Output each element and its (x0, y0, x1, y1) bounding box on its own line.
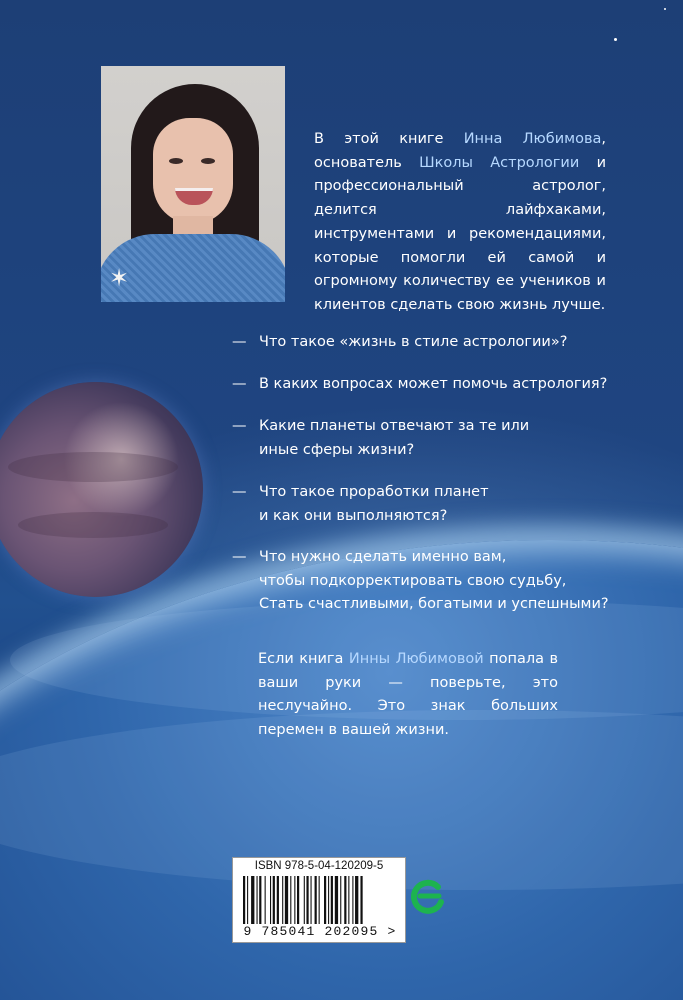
question-line: и как они выполняются? (259, 507, 448, 524)
barcode-bar (315, 876, 317, 924)
book-back-cover: ✶ В этой книге Инна Любимова, основатель Школы Астрологии и профессиональный астролог, делится лайфхаками, инструментами и рекомендациями, которые помогли ей самой и огромному количеству ее учеников и клиентов сделать свою жизнь лучше. — Что такое «жизнь в стиле астрологии»? — В каких вопросах может помочь астрология? — Какие планеты отвечают за те или иные сферы жизни? — Что такое проработки планет и как они выполняются? — Что нужно сделать именно вам, чтобы подкорректировать свою судьбу, Стать счастливыми, богатыми и успешными? Если книга Инны Любимовой попала в ваши руки — поверьте, это неслучайно. Это знак больших перемен в вашей жизни. ISBN 978-5-04-120209-5 9 785041 202095 > (0, 0, 683, 1000)
eksmo-e-logo-icon (408, 875, 450, 917)
barcode-bars (243, 876, 393, 924)
barcode-bar (306, 876, 308, 924)
question-line: В каких вопросах может помочь астрология? (259, 376, 608, 392)
barcode-bar (297, 876, 299, 924)
barcode-bar (273, 876, 275, 924)
question-line: Что нужно сделать именно вам, (259, 549, 507, 565)
barcode-bar (251, 876, 254, 924)
barcode-bar (335, 876, 338, 924)
school-name: Школы Астрологии (419, 154, 580, 171)
outro-paragraph: Если книга Инны Любимовой попала в ваши руки — поверьте, это неслучайно. Это знак больших перемен в вашей жизни. (258, 651, 558, 739)
barcode-bar (352, 876, 353, 924)
question-line: Стать счастливыми, богатыми и успешными? (259, 596, 609, 612)
barcode-bar (270, 876, 271, 924)
author-face (153, 118, 233, 224)
question-line: Что такое «жизнь в стиле астрологии»? (259, 334, 568, 350)
question-line: Какие планеты отвечают за те или (259, 418, 530, 434)
isbn-number: ISBN 978-5-04-120209-5 (254, 860, 384, 872)
barcode-bar (259, 876, 261, 924)
barcode-bar (319, 876, 320, 924)
question-line: иные сферы жизни? (259, 441, 415, 458)
author-photo (101, 66, 285, 302)
barcode-bar (340, 876, 341, 924)
barcode-bar (282, 876, 283, 924)
star (664, 8, 666, 10)
barcode-bar (328, 876, 329, 924)
barcode-bar (360, 876, 362, 924)
star (614, 38, 617, 41)
barcode-bar (324, 876, 326, 924)
barcode-bar (285, 876, 288, 924)
barcode-bar (290, 876, 291, 924)
barcode-bar (304, 876, 305, 924)
isbn-barcode (232, 857, 406, 943)
barcode-bar (265, 876, 266, 924)
barcode-bar (247, 876, 248, 924)
barcode-bar (277, 876, 279, 924)
barcode-digits: 9 785041 202095 > (243, 924, 397, 939)
barcode-bar (331, 876, 333, 924)
question-line: Что такое проработки планет (259, 484, 489, 500)
star-brooch-icon: ✶ (109, 264, 130, 292)
intro-paragraph: В этой книге Инна Любимова, основатель Школы Астрологии и профессиональный астролог, делится лайфхаками, инструментами и рекомендациями, которые помогли ей самой и огромному количеству ее учеников и клиентов сделать свою жизнь лучше. (314, 131, 606, 313)
barcode-bar (257, 876, 258, 924)
barcode-bar (355, 876, 358, 924)
barcode-bar (243, 876, 245, 924)
barcode-bar (311, 876, 312, 924)
barcode-bar (344, 876, 346, 924)
barcode-bar (294, 876, 295, 924)
author-name-genitive: Инны Любимовой (348, 651, 484, 667)
barcode-bar (348, 876, 349, 924)
planet (0, 382, 203, 597)
question-line: чтобы подкорректировать свою судьбу, (259, 572, 567, 589)
author-name: Инна Любимова (463, 131, 602, 147)
